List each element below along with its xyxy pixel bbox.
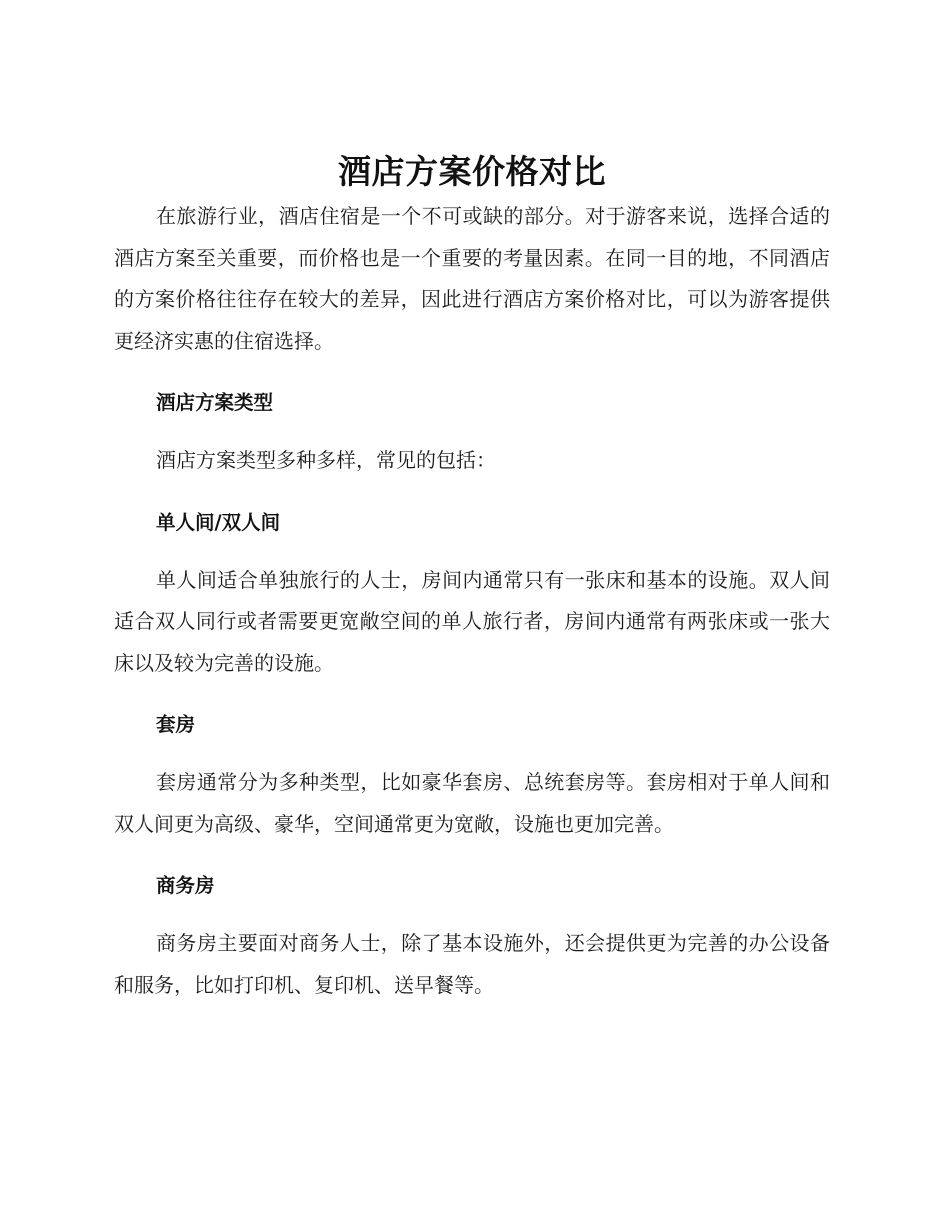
section-heading-business-room: 商务房 <box>156 874 215 897</box>
document-content <box>114 150 830 1006</box>
section-heading-hotel-plan-types: 酒店方案类型 <box>156 391 274 414</box>
section-body-business-room: 商务房主要面对商务人士，除了基本设施外，还会提供更为完善的办公设备和服务，比如打印机、复印机、送早餐等。 <box>114 931 830 997</box>
section-body-suite: 套房通常分为多种类型，比如豪华套房、总统套房等。套房相对于单人间和双人间更为高级、豪华，空间通常更为宽敞，设施也更加完善。 <box>114 770 830 836</box>
intro-paragraph: 在旅游行业，酒店住宿是一个不可或缺的部分。对于游客来说，选择合适的酒店方案至关重要，而价格也是一个重要的考量因素。在同一目的地，不同酒店的方案价格往往存在较大的差异，因此进行酒店方案价格对比，可以为游客提供更经济实惠的住宿选择。 <box>114 204 830 353</box>
section-body-single-double-room: 单人间适合单独旅行的人士，房间内通常只有一张床和基本的设施。双人间适合双人同行或者需要更宽敞空间的单人旅行者，房间内通常有两张床或一张大床以及较为完善的设施。 <box>114 567 830 675</box>
section-heading-suite: 套房 <box>156 713 196 736</box>
page-title: 酒店方案价格对比 <box>338 152 606 191</box>
section-heading-single-double-room: 单人间/双人间 <box>156 510 281 534</box>
section-body-hotel-plan-types: 酒店方案类型多种多样，常见的包括： <box>156 448 496 472</box>
